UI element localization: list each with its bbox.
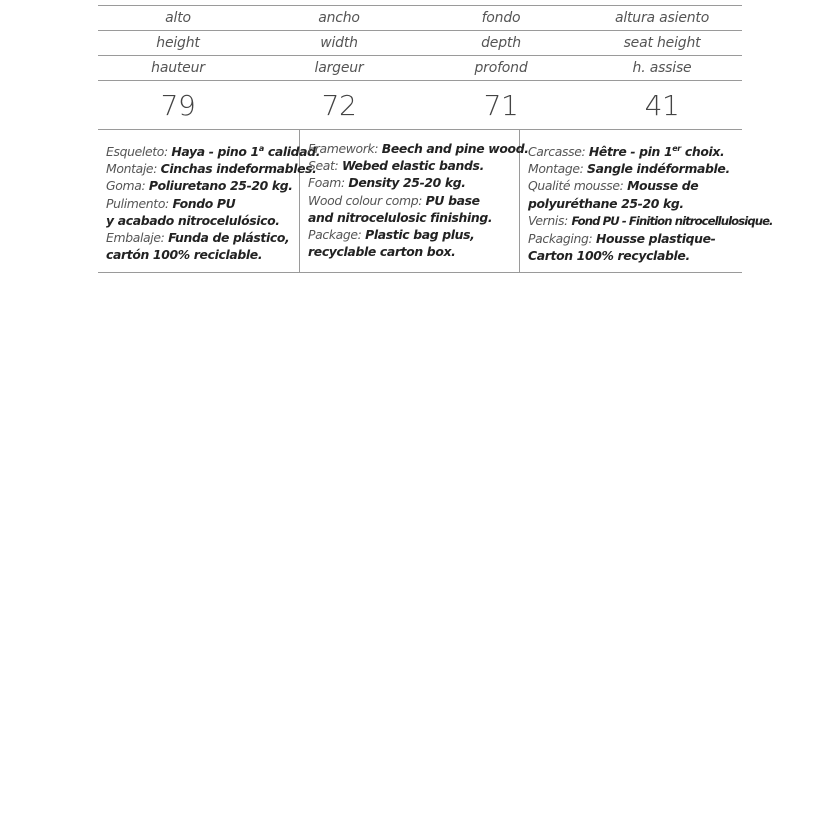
dim-label: width: [320, 35, 358, 51]
spec-line: Pulimento: Fondo PU: [106, 195, 236, 211]
spec-line: recyclable carton box.: [308, 244, 456, 260]
dim-value-depth: 71: [483, 88, 519, 122]
spec-line: Montage: Sangle indéformable.: [528, 161, 730, 177]
dim-label: altura asiento: [614, 10, 710, 26]
dim-label: profond: [474, 60, 528, 76]
dim-label: alto: [165, 10, 191, 26]
dimension-labels-spanish: [98, 5, 742, 30]
spec-column-spanish: [98, 130, 321, 272]
spec-line: Montaje: Cinchas indeformables.: [106, 161, 317, 177]
dim-value-height: 79: [160, 88, 196, 122]
spec-line: Goma: Poliuretano 25-20 kg.: [106, 178, 293, 194]
spec-line: Wood colour comp: PU base: [308, 192, 480, 208]
dim-label: hauteur: [151, 60, 205, 76]
dim-value-seat-height: 41: [644, 88, 680, 122]
spec-line: and nitrocelulosic finishing.: [308, 209, 493, 225]
spec-line: Embalaje: Funda de plástico,: [106, 230, 290, 246]
dim-label: seat height: [623, 35, 701, 51]
dimension-values: [98, 81, 742, 130]
spec-line: polyuréthane 25-20 kg.: [528, 195, 684, 211]
spec-column-french: [520, 130, 773, 272]
spec-line: Carton 100% recyclable.: [528, 248, 690, 264]
spec-line: Foam: Density 25-20 kg.: [308, 175, 466, 191]
dim-value-width: 72: [321, 88, 357, 122]
spec-column-english: [300, 130, 529, 272]
dim-label: h. assise: [632, 60, 692, 76]
dim-label: fondo: [481, 10, 521, 26]
dim-label: ancho: [318, 10, 360, 26]
spec-line: Framework: Beech and pine wood.: [308, 141, 529, 156]
spec-line: Vernis: Fond PU - Finition nitrocellulosique.: [528, 212, 773, 228]
dim-label: height: [156, 35, 200, 51]
dimension-labels-french: [98, 55, 742, 81]
spec-line: Carcasse: Hêtre - pin 1er choix.: [528, 144, 725, 159]
spec-line: Package: Plastic bag plus,: [308, 227, 475, 243]
spec-line: Qualité mousse: Mousse de: [528, 178, 699, 194]
spec-line: Esqueleto: Haya - pino 1$^a$ calidad.: [106, 144, 321, 159]
spec-line: Seat: Webed elastic bands.: [308, 158, 484, 174]
dim-label: depth: [481, 35, 521, 51]
dim-label: largeur: [314, 60, 364, 76]
spec-line: y acabado nitrocelulósico.: [106, 212, 280, 228]
spec-line: Packaging: Housse plastique-: [528, 231, 716, 247]
spec-line: cartón 100% reciclable.: [106, 247, 263, 263]
specifications: [98, 130, 773, 273]
product-spec-sheet: [98, 5, 773, 273]
dimension-labels-english: [98, 30, 742, 55]
